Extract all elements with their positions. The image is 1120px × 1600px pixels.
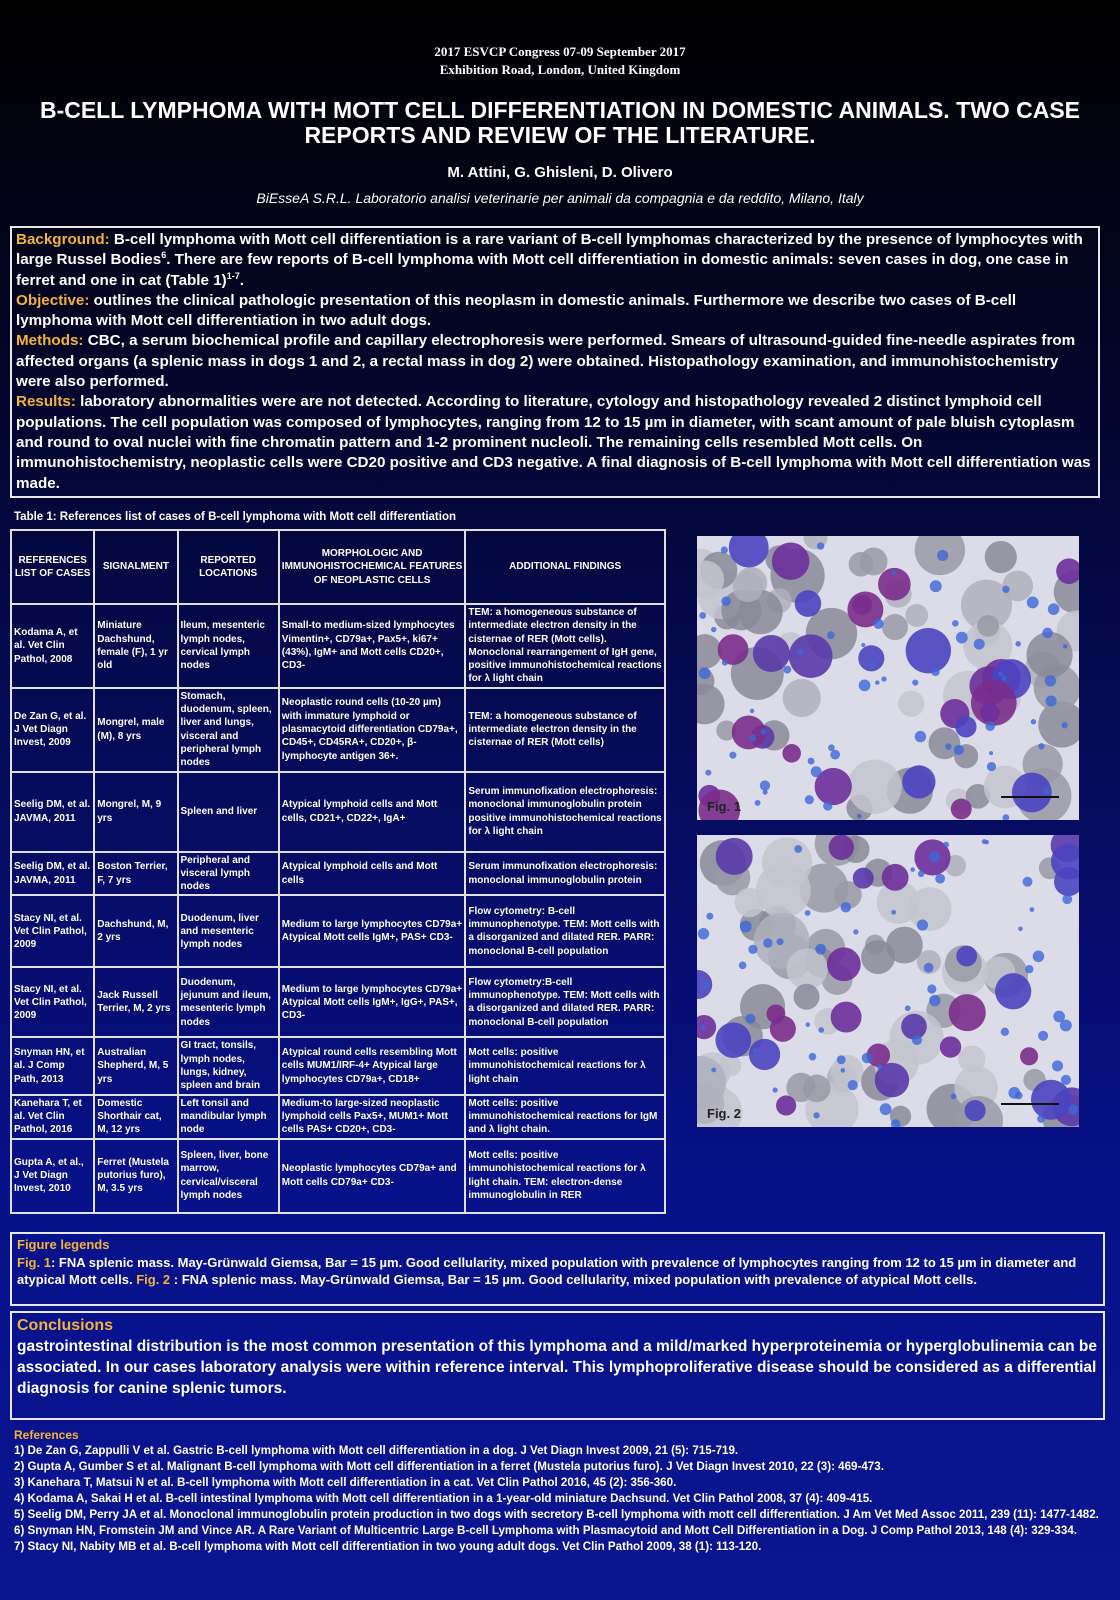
- table-row: [11, 967, 665, 1037]
- legends-text: [17, 1254, 1098, 1289]
- poster-title: B-CELL LYMPHOMA WITH MOTT CELL DIFFERENTIATION IN DOMESTIC ANIMALS. TWO CASE REPORTS AND REVIEW OF THE LITERATURE.: [39, 97, 1081, 148]
- table-row: [11, 1095, 665, 1139]
- reference-item: 7) Stacy NI, Nabity MB et al. B-cell lymphoma with Mott cell differentiation in two young adult dogs. Vet Clin Pathol 2009, 38 (1): 113-120.: [14, 1540, 762, 1553]
- table-cell: Serum immunofixation electrophoresis: monoclonal immunoglobulin protein positive immunohistochemical reactions for λ light chain: [465, 772, 665, 852]
- reference-item: 4) Kodama A, Sakai H et al. B-cell intestinal lymphoma with Mott cell differentiation in a 1-year-old miniature Dachsund. Vet Clin Pathol 2008, 37 (4): 409-415.: [14, 1492, 873, 1505]
- table-cell: Mott cells: positive immunohistochemical reactions for IgM and λ light chain.: [465, 1095, 665, 1139]
- table-caption: Table 1: References list of cases of B-cell lymphoma with Mott cell differentiation: [14, 511, 456, 523]
- table-cell: Stomach, duodenum, spleen, liver and lungs, visceral and peripheral lymph nodes: [178, 688, 279, 772]
- results-text: laboratory abnormalities were are not detected. According to literature, cytology and histopathology revealed 2 distinct lymphoid cell populations. The cell population was composed of lymphocytes, ranging from 12 to 15 µm in diameter, with scant amount of pale bluish cytoplasm and round to oval nuclei with fine chromatin pattern and 1-2 prominent nucleoli. The remaining cells resembled Mott cells. On immunohistochemistry, neoplastic cells were CD20 positive and CD3 negative. A final diagnosis of B-cell lymphoma with Mott cell differentiation was made.: [16, 393, 1091, 492]
- reference-item: 2) Gupta A, Gumber S et al. Malignant B-cell lymphoma with Mott cell differentiation in a ferret (Mustela putorius furo). J Vet Diagn Invest 2010, 22 (3): 469-473.: [14, 1460, 884, 1473]
- table-cell: Medium to large lymphocytes CD79a+ Atypical Mott cells IgM+, IgG+, PAS+, CD3-: [279, 967, 466, 1037]
- figure-1-micrograph: [697, 536, 1079, 820]
- table-row: [11, 688, 665, 772]
- methods-text: CBC, a serum biochemical profile and capillary electrophoresis were performed. Smears of ultrasound-guided fine-needle aspirates from affected organs (a splenic mass in dogs 1 and 2, a rectal mass in dog 2) were obtained. Histopathology examination, and immunohistochemistry were also performed.: [16, 332, 1076, 391]
- table-cell: Snyman HN, et al. J Comp Path, 2013: [11, 1037, 94, 1094]
- authors: M. Attini, G. Ghisleni, D. Olivero: [447, 164, 673, 181]
- table-cell: De Zan G, et al. J Vet Diagn Invest, 2009: [11, 688, 94, 772]
- table-cell: Mongrel, M, 9 yrs: [94, 772, 177, 852]
- table-cell: Ileum, mesenteric lymph nodes, cervical lymph nodes: [178, 604, 279, 688]
- citation-sup-2: 1-7: [226, 270, 240, 281]
- table-cell: Atypical lymphoid cells and Mott cells: [279, 852, 466, 896]
- fig1-legend-text: : FNA splenic mass. May-Grünwald Giemsa, Bar = 15 µm. Good cellularity, mixed population with prevalence of lymphocytes ranging from 12 to 15 µm in diameter and atypical Mott cells.: [17, 1254, 1077, 1287]
- table-cell: Domestic Shorthair cat, M, 12 yrs: [94, 1095, 177, 1139]
- table-cell: Neoplastic lymphocytes CD79a+ and Mott cells CD79a+ CD3-: [279, 1139, 466, 1213]
- column-header: SIGNALMENT: [94, 530, 177, 604]
- congress-line: 2017 ESVCP Congress 07-09 September 2017: [434, 44, 686, 59]
- column-header: REPORTED LOCATIONS: [178, 530, 279, 604]
- figure-1-label: Fig. 1: [707, 799, 741, 814]
- table-cell: Atypical lymphoid cells and Mott cells, CD21+, CD22+, IgA+: [279, 772, 466, 852]
- objective-text: outlines the clinical pathologic presentation of this neoplasm in domestic animals. Furthermore we describe two cases of B-cell lymphoma with Mott cell differentiation in two adult dogs.: [16, 291, 1017, 330]
- column-header: MORPHOLOGIC AND IMMUNOHISTOCHEMICAL FEATURES OF NEOPLASTIC CELLS: [279, 530, 466, 604]
- table-cell: Peripheral and visceral lymph nodes: [178, 852, 279, 896]
- legends-heading: Figure legends: [17, 1237, 110, 1252]
- table-cell: Serum immunofixation electrophoresis: monoclonal immunoglobulin protein: [465, 852, 665, 896]
- reference-item: 5) Seelig DM, Perry JA et al. Monoclonal immunoglobulin protein production in two dogs with secretory B-cell lymphoma with mott cell differentiation. J Am Vet Med Assoc 2011, 239 (11): 1477-1482.: [14, 1508, 1099, 1521]
- abstract-box: [10, 226, 1100, 498]
- table-row: [11, 852, 665, 896]
- methods-label: Methods:: [16, 332, 84, 350]
- table-cell: TEM: a homogeneous substance of intermediate electron density in the cisternae of RER (Mott cells). Monoclonal rearrangement of IgH gene, positive immunohistochemical reactions for λ light chain: [465, 604, 665, 688]
- table-cell: Spleen and liver: [178, 772, 279, 852]
- table-cell: Mott cells: positive immunohistochemical reactions for λ light chain. TEM: electron-dense immunoglobulin in RER: [465, 1139, 665, 1213]
- table-cell: GI tract, tonsils, lymph nodes, lungs, kidney, spleen and brain: [178, 1037, 279, 1094]
- table-cell: Small-to medium-sized lymphocytes Vimentin+, CD79a+, Pax5+, ki67+ (43%), IgM+ and Mott cells CD20+, CD3-: [279, 604, 466, 688]
- table-cell: TEM: a homogeneous substance of intermediate electron density in the cisternae of RER (Mott cells): [465, 688, 665, 772]
- table-cell: Miniature Dachshund, female (F), 1 yr old: [94, 604, 177, 688]
- background-text-2: . There are few reports of B-cell lymphoma with Mott cell differentiation in domestic animals: seven cases in dog, one case in ferret and one in cat (Table 1): [16, 251, 1069, 289]
- objective-label: Objective:: [16, 291, 90, 309]
- table-cell: Spleen, liver, bone marrow, cervical/visceral lymph nodes: [178, 1139, 279, 1213]
- table-row: [11, 1037, 665, 1094]
- fig2-ref: Fig. 2: [136, 1272, 171, 1287]
- table-cell: Seelig DM, et al. JAVMA, 2011: [11, 852, 94, 896]
- table-cell: Jack Russell Terrier, M, 2 yrs: [94, 967, 177, 1037]
- objective-paragraph: [16, 291, 1094, 332]
- table-cell: Seelig DM, et al. JAVMA, 2011: [11, 772, 94, 852]
- references-list: [14, 1443, 1104, 1555]
- table-cell: Australian Shepherd, M, 5 yrs: [94, 1037, 177, 1094]
- table-cell: Kanehara T, et al. Vet Clin Pathol, 2016: [11, 1095, 94, 1139]
- table-cell: Medium-to large-sized neoplastic lymphoid cells Pax5+, MUM1+ Mott cells PAS+ CD20+, CD3-: [279, 1095, 466, 1139]
- table-cell: Boston Terrier, F, 7 yrs: [94, 852, 177, 896]
- column-header: REFERENCES LIST OF CASES: [11, 530, 94, 604]
- background-label: Background:: [16, 231, 110, 248]
- results-paragraph: [16, 392, 1094, 493]
- conclusions-box: [10, 1311, 1105, 1420]
- table-cell: Neoplastic round cells (10-20 µm) with immature lymphoid or plasmacytoid differentiation CD79a+, CD45+, CD45RA+, CD20+, β-lymphocyte antigen 36+.: [279, 688, 466, 772]
- table-row: [11, 604, 665, 688]
- table-cell: Medium to large lymphocytes CD79a+ Atypical Mott cells IgM+, PAS+ CD3-: [279, 895, 466, 967]
- table-cell: Flow cytometry: B-cell immunophenotype. TEM: Mott cells with a disorganized and dilated RER. PARR: monoclonal B-cell population: [465, 895, 665, 967]
- figure-2-micrograph: [697, 835, 1079, 1127]
- fig2-legend-text: : FNA splenic mass. May-Grünwald Giemsa, Bar = 15 µm. Good cellularity, mixed population with prevalence of atypical Mott cells.: [170, 1272, 977, 1287]
- table-row: [11, 772, 665, 852]
- micrograph-image: [697, 536, 1079, 820]
- table-cell: Gupta A, et al., J Vet Diagn Invest, 2010: [11, 1139, 94, 1213]
- micrograph-image: [697, 835, 1079, 1127]
- conclusions-text: gastrointestinal distribution is the most common presentation of this lymphoma and a mild/marked hyperproteinemia or hyperglobulinemia can be associated. In our cases laboratory analysis were within reference interval. This lymphoproliferative disease should be considered as a differential diagnosis for canine splenic tumors.: [17, 1338, 1098, 1397]
- table-cell: Stacy NI, et al. Vet Clin Pathol, 2009: [11, 967, 94, 1037]
- venue-line: Exhibition Road, London, United Kingdom: [439, 62, 681, 77]
- table-cell: Dachshund, M, 2 yrs: [94, 895, 177, 967]
- reference-item: 1) De Zan G, Zappulli V et al. Gastric B-cell lymphoma with Mott cell differentiation in a dog. J Vet Diagn Invest 2009, 21 (5): 715-719.: [14, 1444, 739, 1457]
- background-text: B-cell lymphoma with Mott cell differentiation is a rare variant of B-cell lymphomas characterized by the presence of lymphocytes with large Russel Bodies: [16, 231, 1083, 269]
- background-text-3: .: [239, 271, 244, 289]
- table-cell: Kodama A, et al. Vet Clin Pathol, 2008: [11, 604, 94, 688]
- references-table: [10, 529, 666, 1214]
- table-cell: Duodenum, jejunum and ileum, mesenteric lymph nodes: [178, 967, 279, 1037]
- reference-item: 3) Kanehara T, Matsui N et al. B-cell lymphoma with Mott cell differentiation in a cat. Vet Clin Pathol 2016, 45 (2): 356-360.: [14, 1476, 677, 1489]
- table-cell: Stacy NI, et al. Vet Clin Pathol, 2009: [11, 895, 94, 967]
- results-label: Results:: [16, 393, 76, 411]
- figure-2-label: Fig. 2: [707, 1106, 741, 1121]
- figure-legends-box: [10, 1232, 1105, 1306]
- table-cell: Mott cells: positive immunohistochemical reactions for λ light chain: [465, 1037, 665, 1094]
- scale-bar: [1001, 1103, 1059, 1105]
- affiliation: BiEsseA S.R.L. Laboratorio analisi veterinarie per animali da compagnia e da reddito, Milano, Italy: [256, 190, 864, 206]
- table-cell: Flow cytometry:B-cell immunophenotype. TEM: Mott cells with a disorganized and dilated RER. PARR: monoclonal B-cell population: [465, 967, 665, 1037]
- table-row: [11, 1139, 665, 1213]
- scale-bar: [1001, 796, 1059, 798]
- methods-paragraph: [16, 331, 1094, 392]
- table-header-row: [11, 530, 665, 604]
- citation-sup: 6: [161, 250, 167, 261]
- table-cell: Ferret (Mustela putorius furo), M, 3.5 yrs: [94, 1139, 177, 1213]
- references-heading: References: [14, 1428, 79, 1442]
- fig1-ref: Fig. 1: [17, 1254, 51, 1270]
- table-cell: Atypical round cells resembling Mott cells MUM1/IRF-4+ Atypical large lymphocytes CD79a+, CD18+: [279, 1037, 466, 1094]
- table-row: [11, 895, 665, 967]
- table-cell: Mongrel, male (M), 8 yrs: [94, 688, 177, 772]
- conclusions-heading: Conclusions: [17, 1317, 114, 1334]
- reference-item: 6) Snyman HN, Fromstein JM and Vince AR. A Rare Variant of Multicentric Large B-cell Lymphoma with Plasmacytoid and Mott Cell Differentiation in a Dog. J Comp Pathol 2013, 148 (4): 329-334.: [14, 1524, 1077, 1537]
- column-header: ADDITIONAL FINDINGS: [465, 530, 665, 604]
- table-cell: Left tonsil and mandibular lymph node: [178, 1095, 279, 1139]
- table-cell: Duodenum, liver and mesenteric lymph nodes: [178, 895, 279, 967]
- background-paragraph: [16, 230, 1094, 291]
